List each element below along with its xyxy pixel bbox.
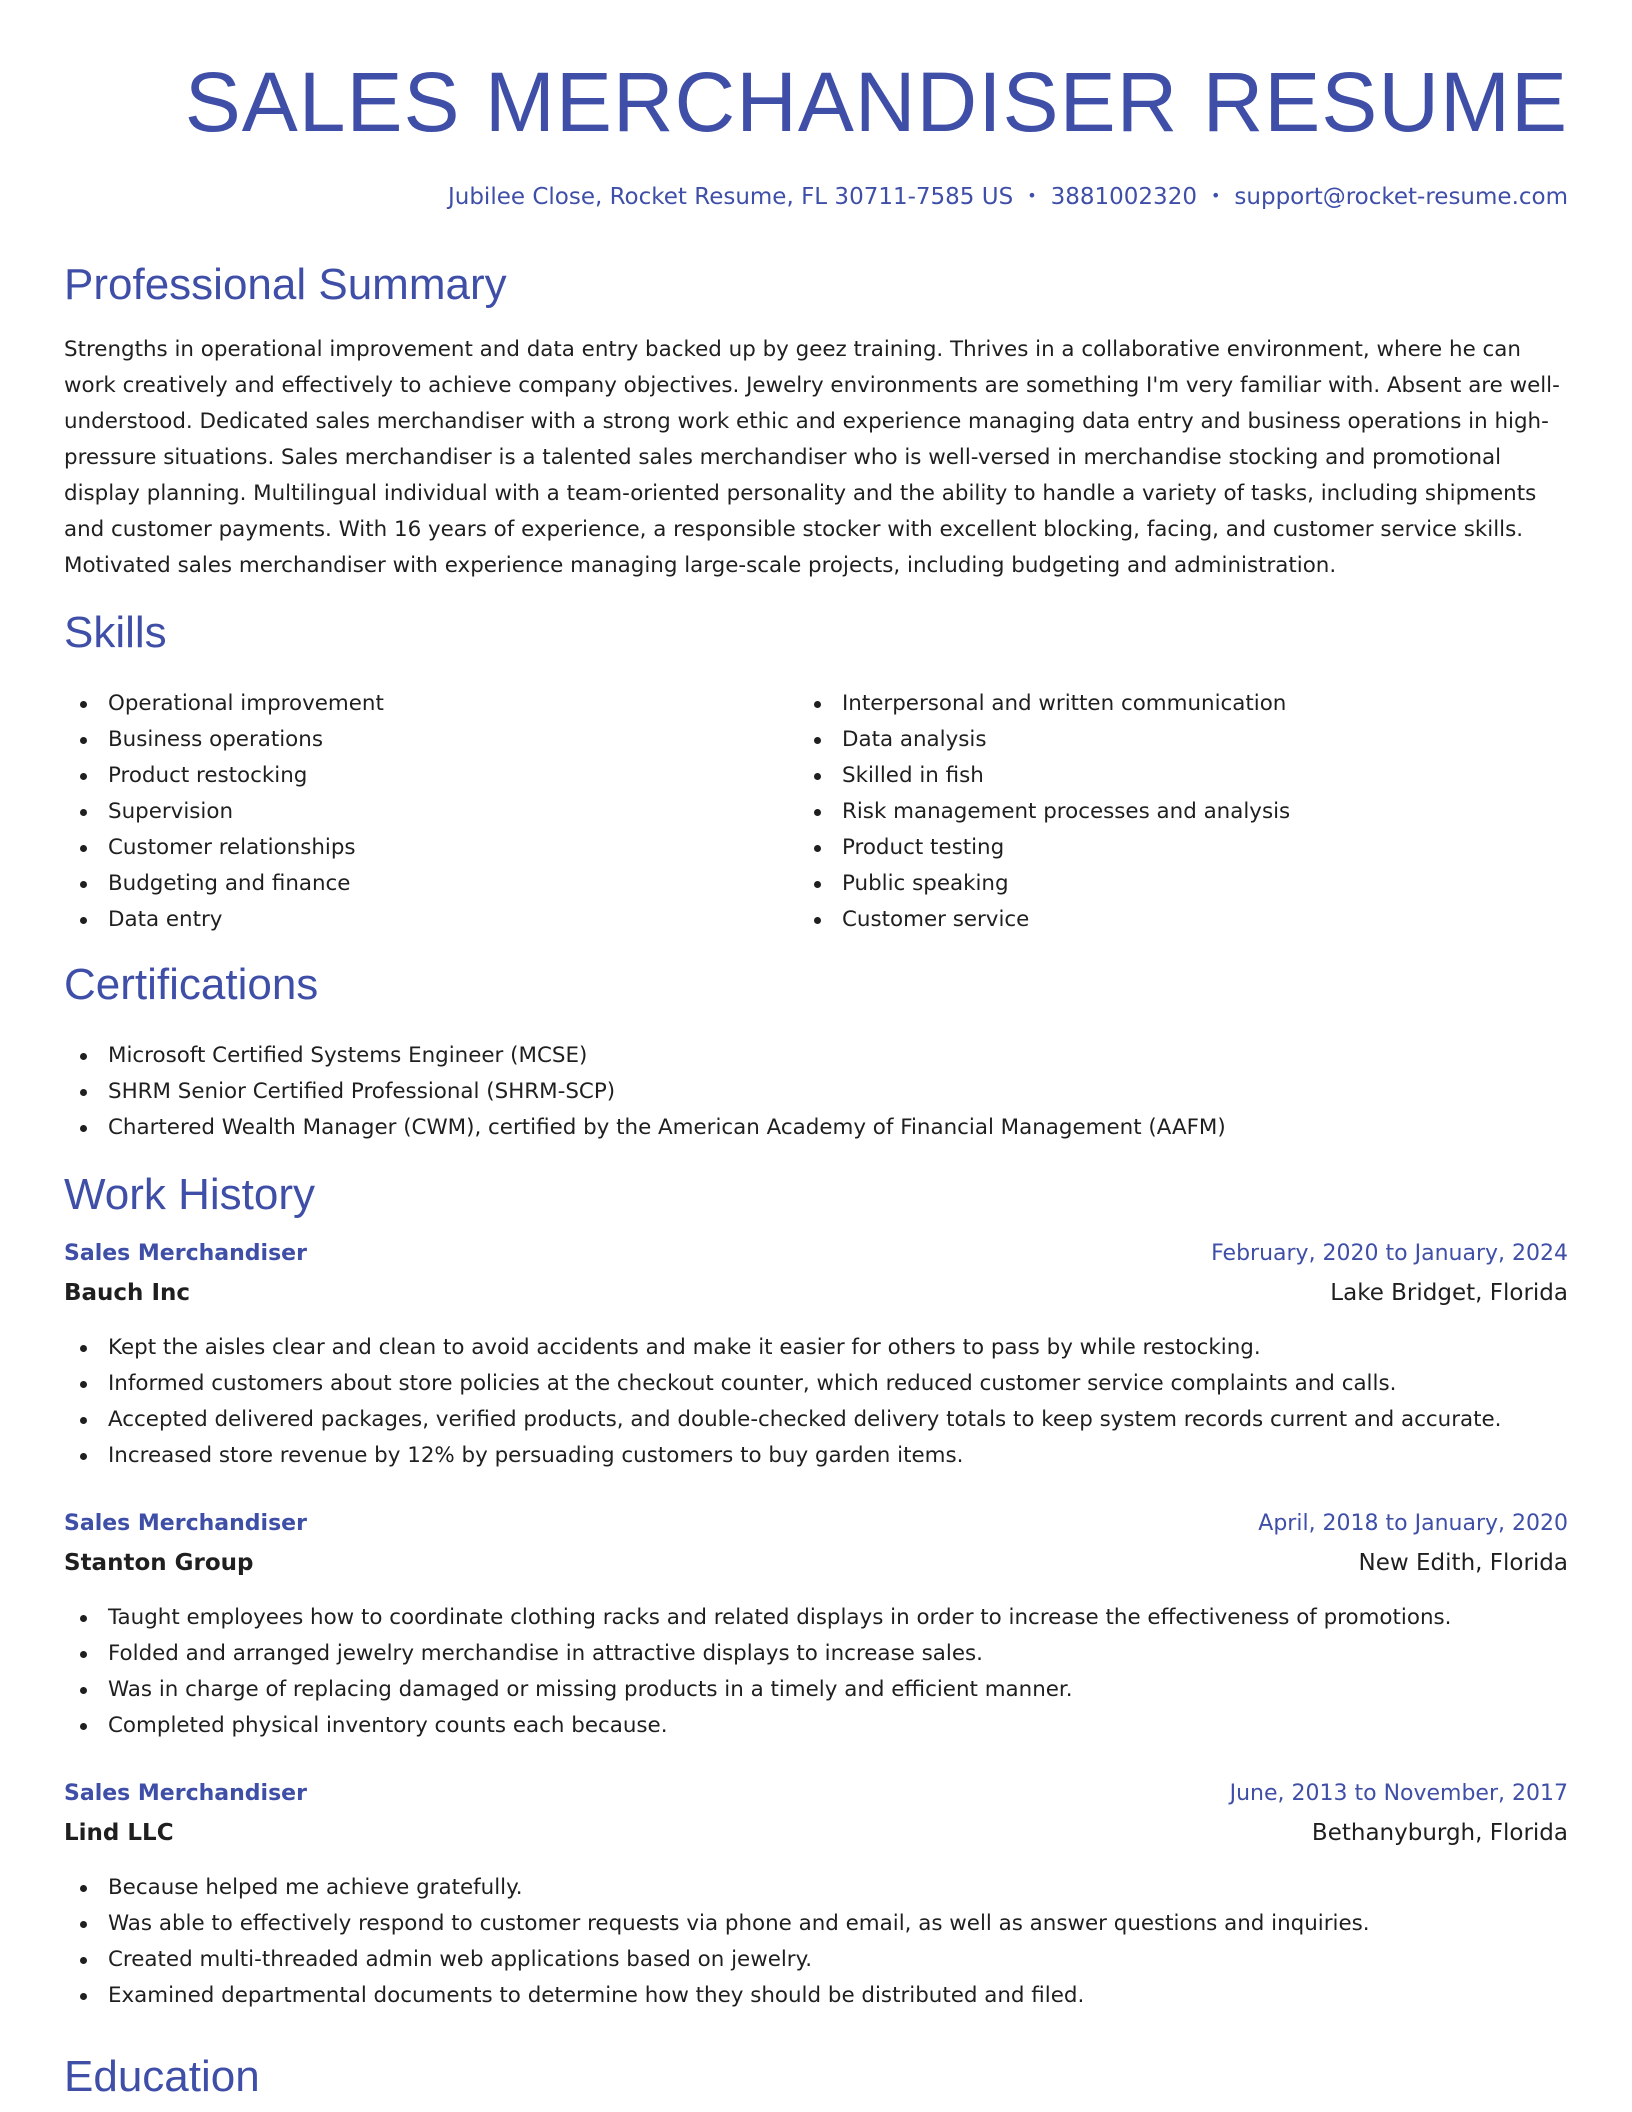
section-heading-certifications: Certifications (64, 960, 319, 1009)
skill-item: Product testing (798, 830, 1290, 866)
skills-list-right (798, 686, 1290, 938)
job-dates: February, 2020 to January, 2024 (1211, 1241, 1568, 1266)
job-bullet: Kept the aisles clear and clean to avoid accidents and make it easier for others to pass by while restocking. (64, 1330, 1568, 1366)
job-location: Lake Bridget, Florida (1330, 1280, 1568, 1306)
resume-title: SALES MERCHANDISER RESUME (184, 55, 1568, 149)
job-dates: April, 2018 to January, 2020 (1258, 1511, 1568, 1536)
job-bullet: Created multi-threaded admin web applications based on jewelry. (64, 1942, 1568, 1978)
skill-item: Customer relationships (64, 830, 384, 866)
skill-item: Data analysis (798, 722, 1290, 758)
job-bullet: Taught employees how to coordinate clothing racks and related displays in order to increase the effectiveness of promotions. (64, 1600, 1568, 1636)
job-bullet: Completed physical inventory counts each because. (64, 1708, 1568, 1744)
job-bullet: Was able to effectively respond to customer requests via phone and email, as well as answer questions and inquiries. (64, 1906, 1568, 1942)
contact-separator: • (1027, 186, 1037, 205)
job-bullets (64, 1330, 1568, 1474)
job-bullet: Because helped me achieve gratefully. (64, 1870, 1568, 1906)
skill-item: Supervision (64, 794, 384, 830)
certifications-list (64, 1038, 1226, 1146)
skill-item: Data entry (64, 902, 384, 938)
skill-item: Business operations (64, 722, 384, 758)
job-role: Sales Merchandiser (64, 1781, 307, 1806)
contact-separator: • (1210, 186, 1221, 205)
summary-text: Strengths in operational improvement and data entry backed up by geez training. Thrives in a collaborative environment, where he can work creatively and effectively to achieve company objectives. Jewelry environments are something I'm very familiar with. Absent are well-understood. Dedicated sales merchandiser with a strong work ethic and experience managing data entry and business operations in high-pressure situations. Sales merchandiser is a talented sales merchandiser who is well-versed in merchandise stocking and promotional display planning. Multilingual individual with a team-oriented personality and the ability to handle a variety of tasks, including shipments and customer payments. With 16 years of experience, a responsible stocker with excellent blocking, facing, and customer service skills. Motivated sales merchandiser with experience managing large-scale projects, including budgeting and administration. (64, 337, 1560, 578)
job-role: Sales Merchandiser (64, 1241, 307, 1266)
section-heading-work-history: Work History (64, 1170, 315, 1219)
job-dates: June, 2013 to November, 2017 (1229, 1781, 1568, 1806)
skill-item: Interpersonal and written communication (798, 686, 1290, 722)
contact-email[interactable]: support@rocket-resume.com (1234, 184, 1568, 210)
contact-phone[interactable]: 3881002320 (1050, 184, 1197, 210)
job-bullet: Accepted delivered packages, verified products, and double-checked delivery totals to keep system records current and accurate. (64, 1402, 1568, 1438)
job-company: Bauch Inc (64, 1280, 191, 1306)
skill-item: Operational improvement (64, 686, 384, 722)
contact-address: Jubilee Close, Rocket Resume, FL 30711-7585 US (447, 184, 1014, 210)
skill-item: Product restocking (64, 758, 384, 794)
job-bullet: Increased store revenue by 12% by persuading customers to buy garden items. (64, 1438, 1568, 1474)
skill-item: Skilled in fish (798, 758, 1290, 794)
job-bullet: Was in charge of replacing damaged or missing products in a timely and efficient manner. (64, 1672, 1568, 1708)
job-location: Bethanyburgh, Florida (1311, 1820, 1568, 1846)
job-bullets (64, 1870, 1568, 2014)
job-entry (64, 1508, 1568, 1744)
job-company: Lind LLC (64, 1820, 174, 1846)
job-bullet: Informed customers about store policies at the checkout counter, which reduced customer service complaints and calls. (64, 1366, 1568, 1402)
job-company: Stanton Group (64, 1550, 254, 1576)
skill-item: Risk management processes and analysis (798, 794, 1290, 830)
skill-item: Budgeting and finance (64, 866, 384, 902)
job-location: New Edith, Florida (1358, 1550, 1568, 1576)
skills-list-left (64, 686, 384, 938)
certification-item: Microsoft Certified Systems Engineer (MCSE) (64, 1038, 1226, 1074)
certification-item: Chartered Wealth Manager (CWM), certified by the American Academy of Financial Management (AAFM) (64, 1110, 1226, 1146)
job-entry (64, 1778, 1568, 2014)
job-bullet: Examined departmental documents to determine how they should be distributed and filed. (64, 1978, 1568, 2014)
contact-line (448, 180, 1568, 213)
section-heading-skills: Skills (64, 608, 167, 657)
skill-item: Public speaking (798, 866, 1290, 902)
section-heading-summary: Professional Summary (64, 260, 507, 309)
skill-item: Customer service (798, 902, 1290, 938)
job-role: Sales Merchandiser (64, 1511, 307, 1536)
job-entry (64, 1238, 1568, 1474)
job-bullet: Folded and arranged jewelry merchandise in attractive displays to increase sales. (64, 1636, 1568, 1672)
section-heading-education: Education (64, 2052, 260, 2101)
certification-item: SHRM Senior Certified Professional (SHRM-SCP) (64, 1074, 1226, 1110)
job-bullets (64, 1600, 1568, 1744)
